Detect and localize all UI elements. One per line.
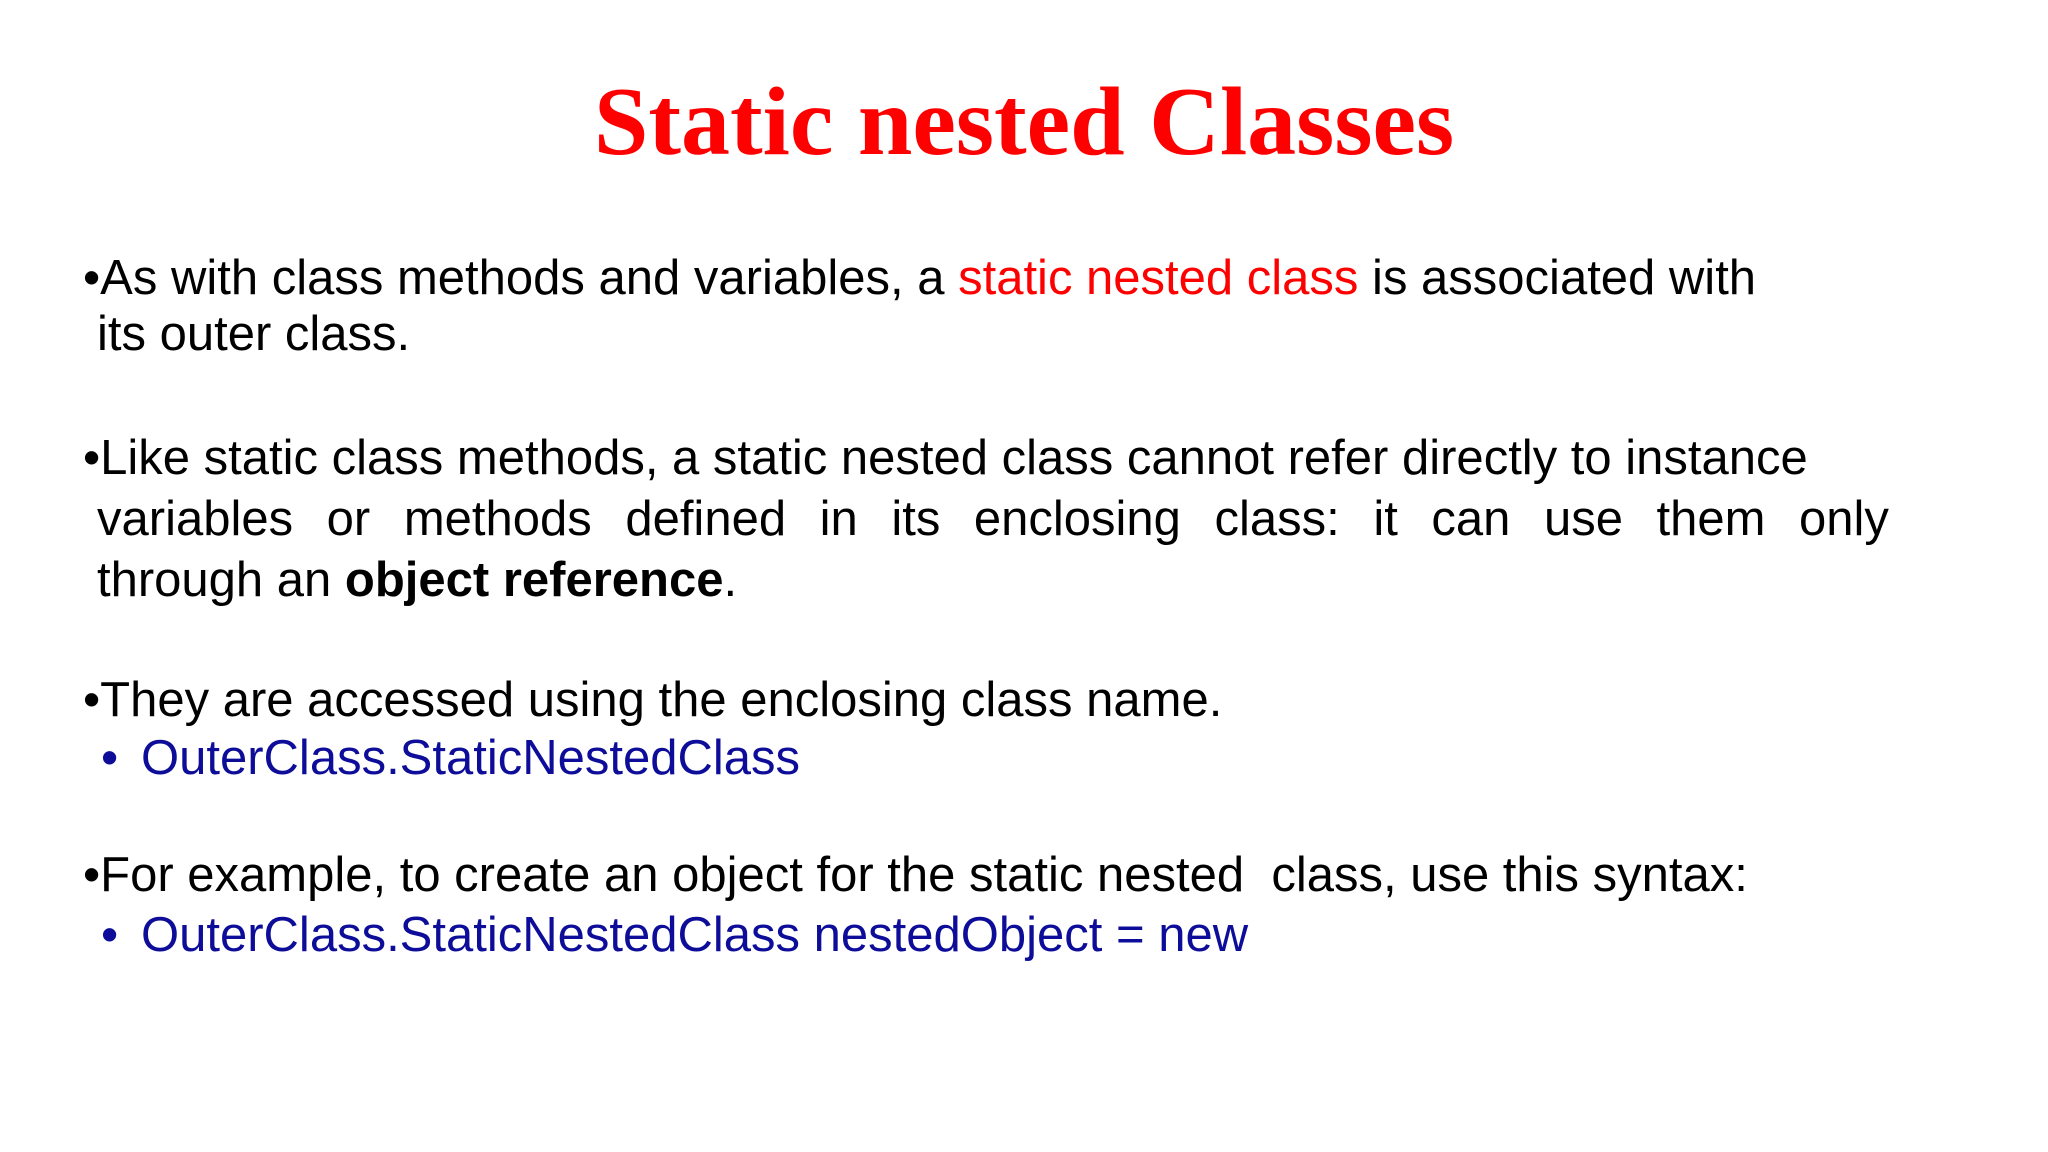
bullet-line: [83, 672, 1903, 728]
bullet-associated-outer-class: [83, 250, 1903, 362]
justified-word: methods: [403, 492, 592, 546]
bullet-continuation: [83, 550, 1903, 611]
bullet-line: [83, 250, 1903, 306]
bullet-cannot-refer-instance: [83, 428, 1903, 611]
bullet-for-example-syntax: [83, 847, 1903, 903]
bullet-continuation-justified: [83, 489, 1889, 550]
bullet-text: Like static class methods, a static nested class cannot refer directly to instance: [100, 431, 1808, 485]
justified-word: class:: [1214, 492, 1340, 546]
bullet-line: [83, 428, 1903, 489]
bullet-text: For example, to create an object for the static nested class, use this syntax:: [100, 848, 1748, 902]
bullet-marker: •: [83, 848, 101, 902]
slide-title: Static nested Classes: [593, 68, 1455, 176]
justified-word: can: [1431, 492, 1511, 546]
justified-word: only: [1799, 492, 1889, 546]
bullet-text: .: [723, 553, 738, 607]
code-text: OuterClass.StaticNestedClass nestedObject = new: [141, 908, 1249, 962]
code-text: OuterClass.StaticNestedClass: [141, 731, 801, 785]
bullet-text: They are accessed using the enclosing class name.: [100, 673, 1223, 727]
bullet-continuation: its outer class.: [97, 307, 411, 361]
justified-word: them: [1656, 492, 1766, 546]
justified-word: it: [1373, 492, 1398, 546]
bullet-text: As with class methods and variables, a: [100, 251, 959, 305]
sub-bullet-marker: •: [101, 908, 119, 962]
justified-word: use: [1543, 492, 1623, 546]
justified-word: defined: [625, 492, 787, 546]
bold-object-reference: object reference: [344, 553, 724, 607]
bullet-text: is associated with: [1358, 251, 1757, 305]
highlight-static-nested-class: static nested class: [958, 251, 1359, 305]
bullet-marker: •: [83, 673, 101, 727]
bullet-text: through an: [97, 553, 345, 607]
justified-word: variables: [97, 492, 294, 546]
justified-word: enclosing: [973, 492, 1181, 546]
code-sub-bullet: [101, 730, 800, 786]
justified-word: or: [326, 492, 371, 546]
bullet-marker: •: [83, 251, 101, 305]
bullet-accessed-using-class-name: [83, 672, 1903, 728]
code-sub-bullet: [101, 907, 1248, 963]
justified-word: its: [891, 492, 941, 546]
justified-word: in: [819, 492, 858, 546]
bullet-line: [83, 847, 1903, 903]
bullet-marker: •: [83, 431, 101, 485]
sub-bullet-marker: •: [101, 731, 119, 785]
